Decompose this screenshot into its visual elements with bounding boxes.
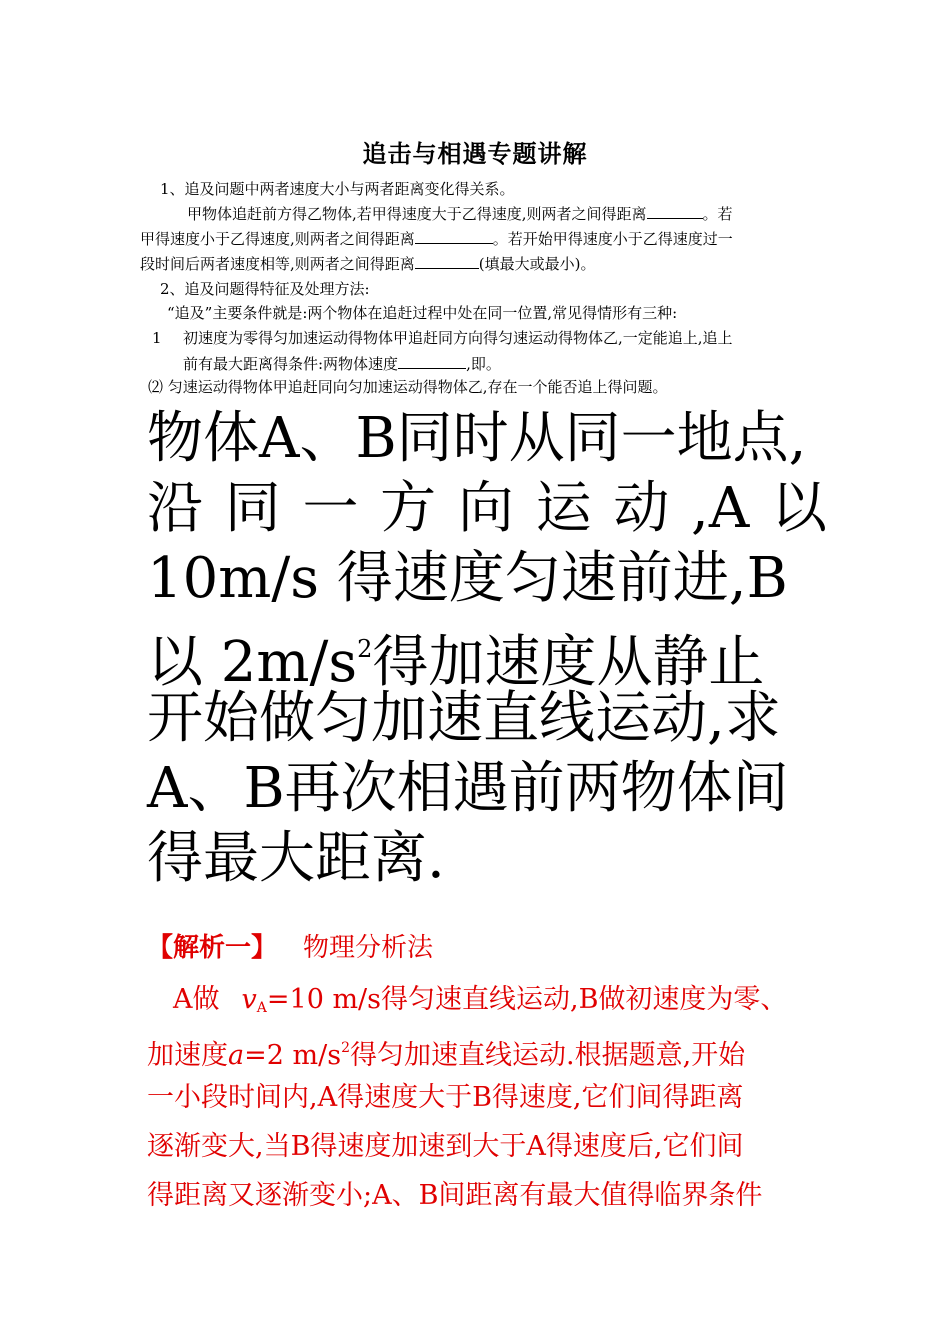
analysis-line: 加速度a=2 $m/s^2$得匀加速直线运动.根据题意,开始 [147,1040,746,1071]
problem-line: 以 $2m/s^2$得加速度从静止 [147,630,765,695]
section-2-item-1-line-2: 前有最大距离得条件:两物体速度 ,即。 [183,352,501,375]
analysis-method: 物理分析法 [303,933,434,963]
section-1-line-1: 甲物体追赶前方得乙物体,若甲得速度大于乙得速度,则两者之间得距离 。若 [187,202,733,225]
section-2-item-1-number: 1 [152,329,162,347]
section-1-line-3: 段时间后两者速度相等,则两者之间得距离 (填最大或最小)。 [140,252,596,275]
analysis-body [147,975,837,1220]
answer-blank [415,252,479,269]
section-2-intro: “追及”主要条件就是:两个物体在追赶过程中处在同一位置,常见得情形有三种: [167,304,678,322]
problem-line: 得最大距离. [147,826,445,891]
section-2-heading: 2、追及问题得特征及处理方法: [160,280,370,298]
problem-line: 开始做匀加速直线运动,求 [147,686,781,751]
analysis-line: 逐渐变大,当B得速度加速到大于A得速度后,它们间 [147,1131,744,1162]
analysis-line: 一小段时间内,A得速度大于B得速度,它们间得距离 [147,1082,744,1113]
answer-blank [415,227,493,244]
section-2-item-2: ⑵ 匀速运动得物体甲追赶同向匀加速运动得物体乙,存在一个能否追上得问题。 [148,378,668,396]
problem-line: 10m/s 得速度匀速前进,B [147,546,788,611]
page-title: 追击与相遇专题讲解 [362,139,588,168]
section-1-line-2: 甲得速度小于乙得速度,则两者之间得距离 。若开始甲得速度小于乙得速度过一 [140,227,733,250]
analysis-line: 得距离又逐渐变小;A、B间距离有最大值得临界条件 [147,1180,763,1211]
analysis-label: 【解析一】 [147,933,278,963]
problem-line: A、B再次相遇前两物体间 [147,756,789,821]
answer-blank [398,352,466,369]
section-1-heading: 1、追及问题中两者速度大小与两者距离变化得关系。 [160,180,515,198]
answer-blank [647,202,703,219]
section-2-item-1-line-1: 初速度为零得匀加速运动得物体甲追赶同方向得匀速运动得物体乙,一定能追上,追上 [183,329,733,347]
analysis-line: A做 $v_A=10$ m/s得匀速直线运动,B做初速度为零、 [173,984,788,1016]
problem-statement [147,404,827,894]
problem-line: 物体A、B同时从同一地点, [147,406,807,471]
analysis-heading [147,928,433,968]
problem-line-justified: 沿 同 一 方 向 运 动 ,A 以 [147,476,827,541]
